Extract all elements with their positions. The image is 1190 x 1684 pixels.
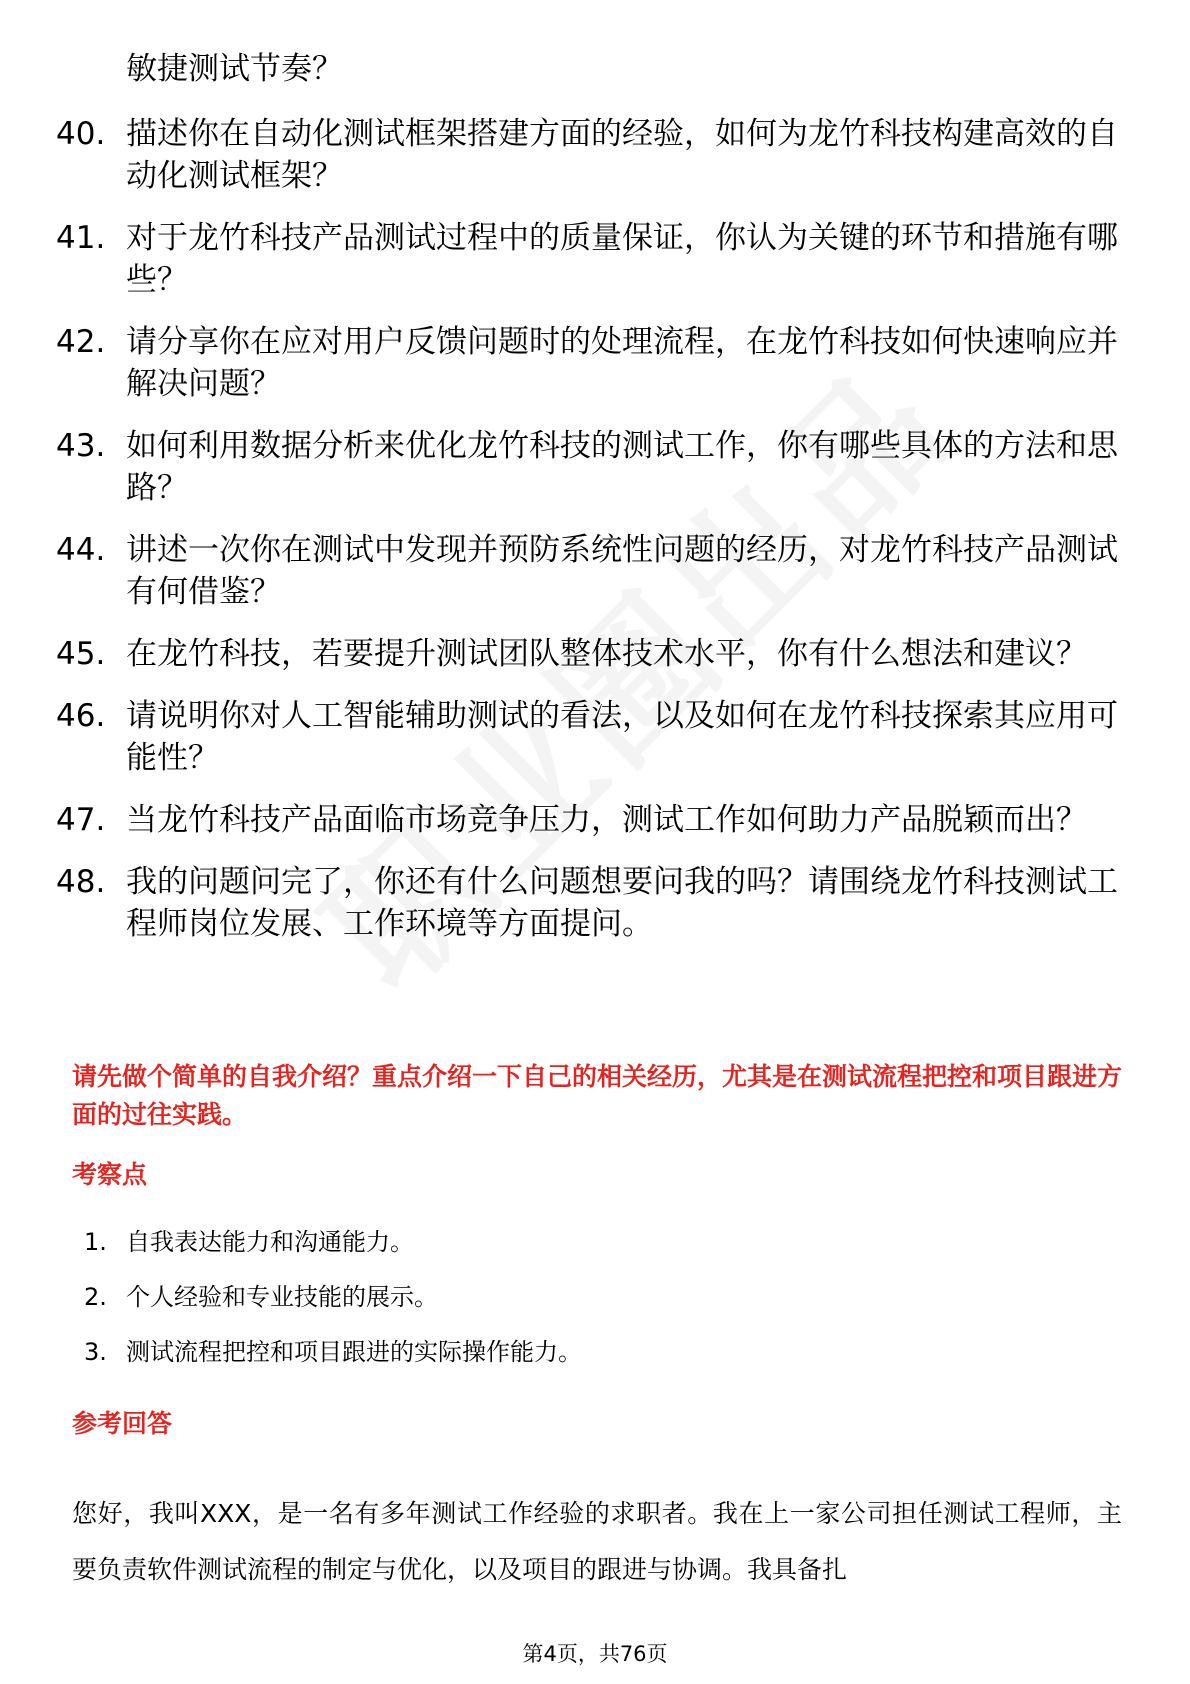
exam-point-number: 3. xyxy=(84,1338,107,1366)
exam-point-item xyxy=(84,1280,582,1314)
question-number: 41. xyxy=(56,220,106,256)
question-text: 当龙竹科技产品面临市场竞争压力，测试工作如何助力产品脱颖而出？ xyxy=(126,802,1087,838)
exam-points-list xyxy=(84,1225,582,1390)
exam-point-number: 1. xyxy=(84,1228,107,1256)
question-item xyxy=(56,529,1136,613)
question-continuation: 敏捷测试节奏？ xyxy=(126,51,343,87)
question-text: 请分享你在应对用户反馈问题时的处理流程，在龙竹科技如何快速响应并解决问题？ xyxy=(126,324,1118,402)
question-item xyxy=(56,217,1136,301)
question-number: 42. xyxy=(56,324,106,360)
page-number: 第4页，共76页 xyxy=(522,1642,668,1666)
question-text: 对于龙竹科技产品测试过程中的质量保证，你认为关键的环节和措施有哪些？ xyxy=(126,220,1118,298)
question-text: 如何利用数据分析来优化龙竹科技的测试工作，你有哪些具体的方法和思路？ xyxy=(126,428,1118,506)
question-number: 47. xyxy=(56,802,106,838)
exam-point-item xyxy=(84,1335,582,1369)
exam-points-heading: 考察点 xyxy=(72,1160,148,1189)
question-number: 48. xyxy=(56,864,106,900)
exam-point-item xyxy=(84,1225,582,1259)
question-text: 请说明你对人工智能辅助测试的看法，以及如何在龙竹科技探索其应用可能性？ xyxy=(126,698,1118,776)
question-item xyxy=(56,799,1136,841)
question-number: 45. xyxy=(56,636,106,672)
question-number: 46. xyxy=(56,698,106,734)
question-item xyxy=(56,861,1136,945)
question-number: 40. xyxy=(56,116,106,152)
highlight-question: 请先做个简单的自我介绍？重点介绍一下自己的相关经历，尤其是在测试流程把控和项目跟进方面的过往实践。 xyxy=(72,1062,1123,1129)
question-item xyxy=(56,425,1136,509)
exam-point-text: 测试流程把控和项目跟进的实际操作能力。 xyxy=(126,1338,582,1366)
question-number: 44. xyxy=(56,532,106,568)
question-text: 描述你在自动化测试框架搭建方面的经验，如何为龙竹科技构建高效的自动化测试框架？ xyxy=(126,116,1118,194)
question-text: 我的问题问完了，你还有什么问题想要问我的吗？请围绕龙竹科技测试工程师岗位发展、工作环境等方面提问。 xyxy=(126,864,1118,942)
question-text: 讲述一次你在测试中发现并预防系统性问题的经历，对龙竹科技产品测试有何借鉴？ xyxy=(126,532,1118,610)
question-item xyxy=(56,695,1136,779)
question-item xyxy=(56,633,1136,675)
exam-point-number: 2. xyxy=(84,1283,107,1311)
question-number: 43. xyxy=(56,428,106,464)
question-list xyxy=(56,113,1136,965)
reference-answer-text: 您好，我叫XXX，是一名有多年测试工作经验的求职者。我在上一家公司担任测试工程师，主要负责软件测试流程的制定与优化，以及项目的跟进与协调。我具备扎 xyxy=(72,1499,1122,1584)
reference-answer-heading: 参考回答 xyxy=(72,1409,173,1438)
exam-point-text: 自我表达能力和沟通能力。 xyxy=(126,1228,414,1256)
question-text: 在龙竹科技，若要提升测试团队整体技术水平，你有什么想法和建议？ xyxy=(126,636,1087,672)
question-item xyxy=(56,113,1136,197)
question-item xyxy=(56,321,1136,405)
exam-point-text: 个人经验和专业技能的展示。 xyxy=(126,1283,438,1311)
